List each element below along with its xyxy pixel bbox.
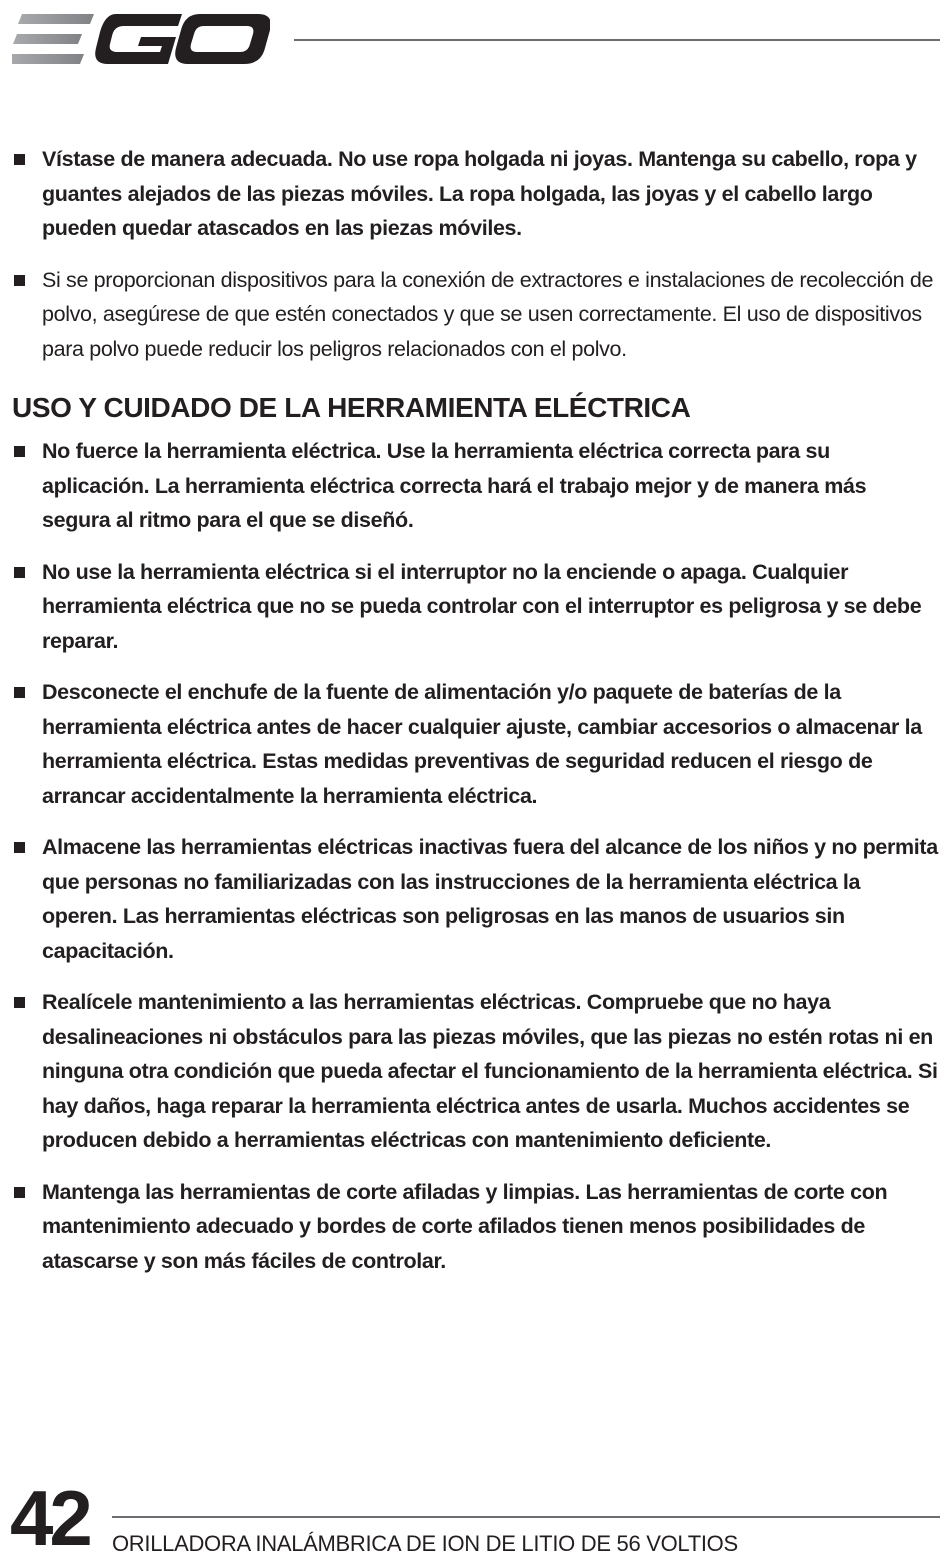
- page-number: 42: [10, 1474, 89, 1562]
- list-item: [12, 675, 938, 813]
- page-content: [12, 142, 938, 1295]
- square-bullet-icon: [14, 687, 25, 698]
- section-title: USO Y CUIDADO DE LA HERRAMIENTA ELÉCTRICA: [12, 392, 691, 423]
- square-bullet-icon: [14, 842, 25, 853]
- footer-rule: [112, 1516, 940, 1518]
- list-item: [12, 142, 938, 246]
- square-bullet-icon: [14, 154, 25, 165]
- bullet-list-top: [12, 142, 938, 366]
- bullet-list-section: [12, 434, 938, 1278]
- header-rule: [294, 39, 940, 41]
- bullet-bold-text: No use la herramienta eléctrica si el interruptor no la enciende o apaga. Cualquier herramienta eléctrica que no se pueda controlar con el interruptor es peligrosa y se debe reparar.: [42, 559, 922, 653]
- bullet-bold-text: Realícele mantenimiento a las herramientas eléctricas. Compruebe que no haya desalineaciones ni obstáculos para las piezas móviles, que las piezas no estén rotas ni en ninguna otra condición que pueda afectar el funcionamiento de la herramienta eléctrica. Si hay daños, haga reparar la herramienta eléctrica antes de usarla. Muchos accidentes se producen debido a herramientas eléctricas con mantenimiento deficiente.: [42, 990, 938, 1152]
- bullet-normal-text: Si se proporcionan dispositivos para la conexión de extractores e instalaciones de recolección de polvo, asegúrese de que estén conectados y que se usen correctamente. El uso de dispositivos para polvo puede reducir los peligros relacionados con el polvo.: [42, 267, 934, 361]
- bullet-bold-text: Almacene las herramientas eléctricas inactivas fuera del alcance de los niños y no permita que personas no familiarizadas con las instrucciones de la herramienta eléctrica la operen. Las herramientas eléctricas son peligrosas en las manos de usuarios sin capacitación.: [42, 835, 938, 963]
- square-bullet-icon: [14, 446, 25, 457]
- page-footer: [0, 1470, 950, 1568]
- list-item: [12, 985, 938, 1158]
- square-bullet-icon: [14, 567, 25, 578]
- list-item: [12, 434, 938, 538]
- page-header: [0, 0, 950, 80]
- square-bullet-icon: [14, 997, 25, 1008]
- bullet-bold-text: Mantenga las herramientas de corte afiladas y limpias. Las herramientas de corte con mantenimiento adecuado y bordes de corte afilados tienen menos posibilidades de atascarse y son más fáciles de controlar.: [42, 1179, 888, 1273]
- bullet-bold-text: Vístase de manera adecuada. No use ropa holgada ni joyas. Mantenga su cabello, ropa y guantes alejados de las piezas móviles. La ropa holgada, las joyas y el cabello largo pueden quedar atascados en las piezas móviles.: [42, 147, 917, 240]
- square-bullet-icon: [14, 275, 25, 286]
- square-bullet-icon: [14, 1187, 25, 1198]
- list-item: [12, 1175, 938, 1279]
- list-item: [12, 555, 938, 659]
- list-item: [12, 830, 938, 968]
- footer-title: ORILLADORA INALÁMBRICA DE ION DE LITIO DE 56 VOLTIOS: [112, 1531, 738, 1556]
- bullet-bold-text: No fuerce la herramienta eléctrica. Use la herramienta eléctrica correcta para su aplicación. La herramienta eléctrica correcta hará el trabajo mejor y de manera más segura al ritmo para el que se diseñó.: [42, 439, 867, 532]
- bullet-bold-text: Desconecte el enchufe de la fuente de alimentación y/o paquete de baterías de la herramienta eléctrica antes de hacer cualquier ajuste, cambiar accesorios o almacenar la herramienta eléctrica. Estas medidas preventivas de seguridad reducen el riesgo de arrancar accidentalmente la herramienta eléctrica.: [42, 680, 922, 808]
- list-item: [12, 263, 938, 367]
- ego-logo: [12, 10, 270, 68]
